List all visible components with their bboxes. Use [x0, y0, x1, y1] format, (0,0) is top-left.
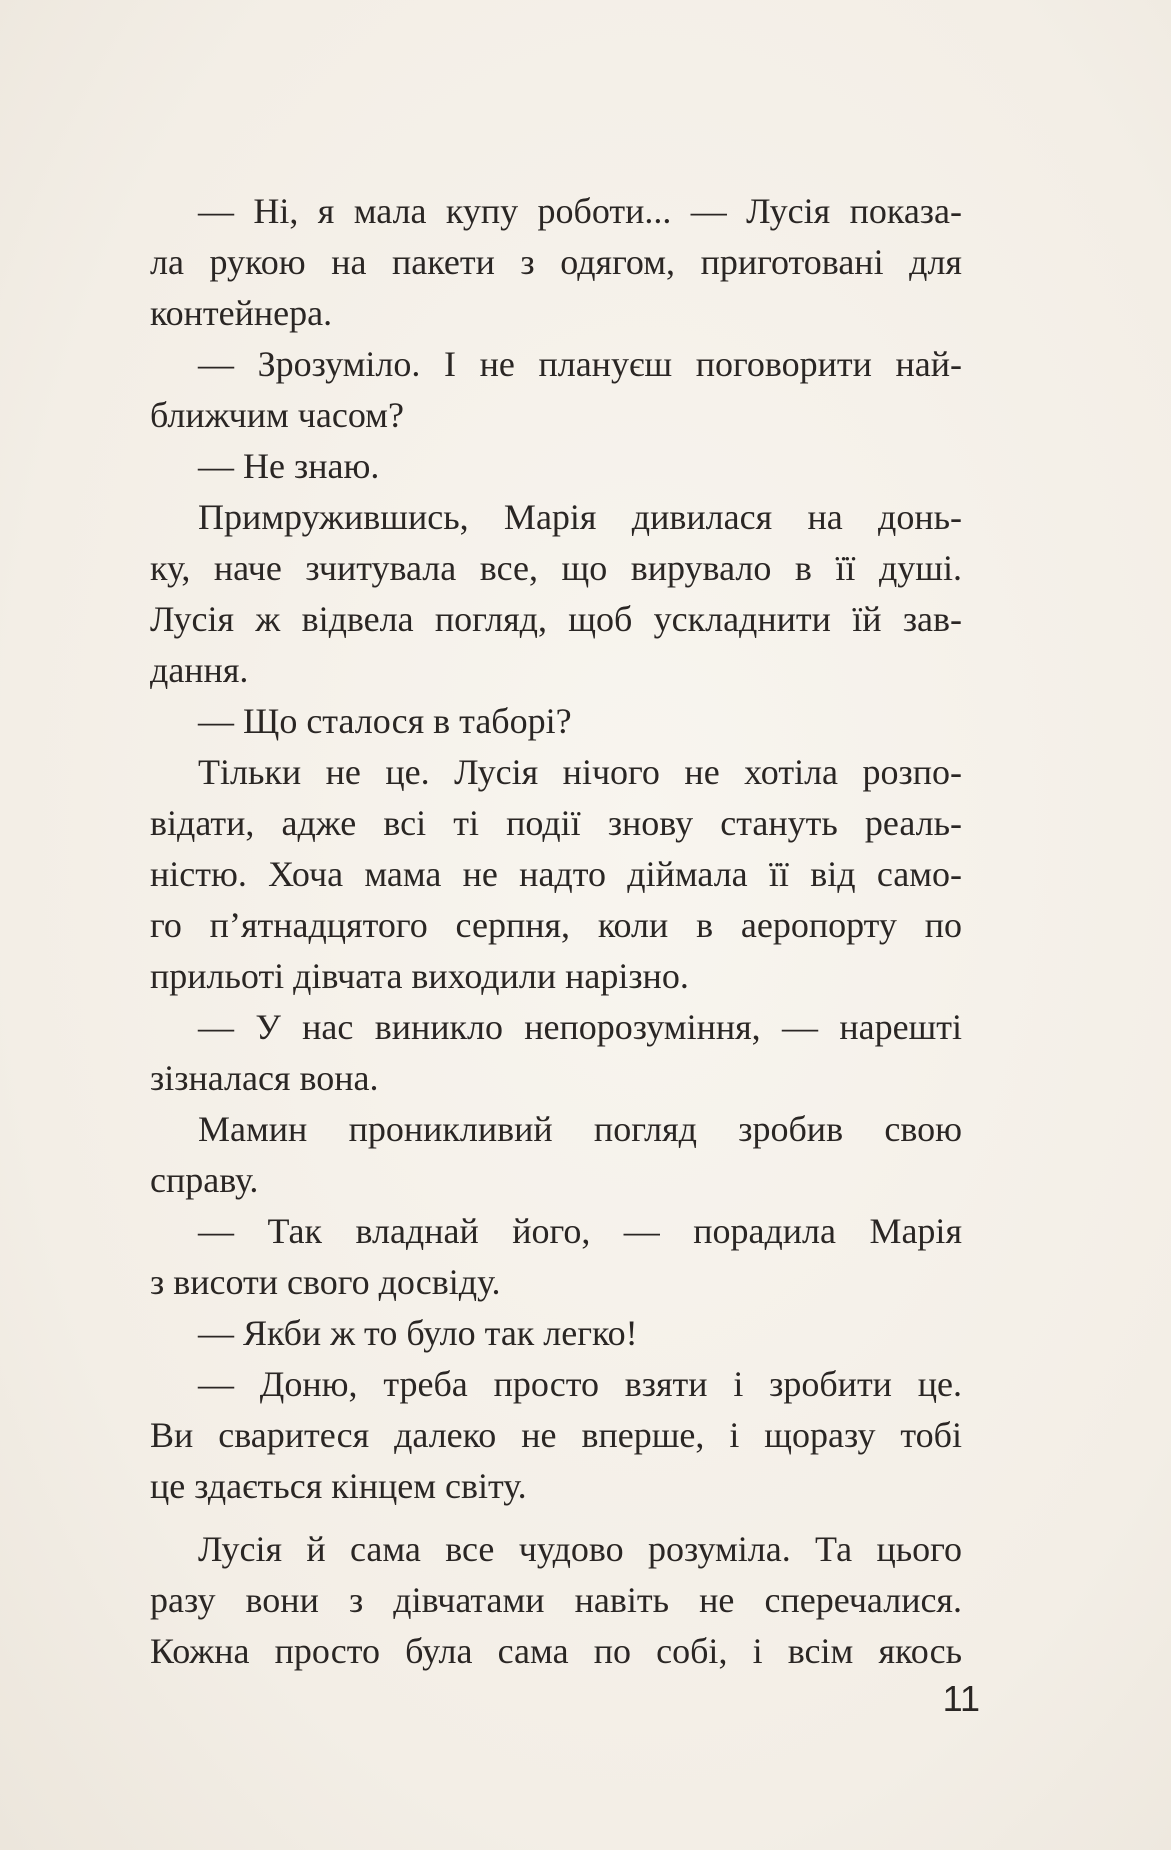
text-line: — Що сталося в таборі?	[198, 701, 572, 741]
page-number: 11	[942, 1678, 980, 1719]
text-line: Кожна просто була сама по собі, і всім якось	[150, 1631, 962, 1671]
text-line: — Якби ж то було так легко!	[198, 1313, 638, 1353]
text-line: зізналася вона.	[150, 1058, 379, 1098]
page-text	[150, 186, 962, 1677]
text-line: — Зрозуміло. І не плануєш поговорити най-	[198, 344, 962, 384]
text-line: — Так владнай його, — порадила Марія	[198, 1211, 962, 1251]
text-line: Мамин проникливий погляд зробив свою	[198, 1109, 962, 1149]
text-line: дання.	[150, 650, 249, 690]
text-line: з висоти свого досвіду.	[150, 1262, 501, 1302]
text-line: Тільки не це. Лусія нічого не хотіла розпо-	[198, 752, 962, 792]
text-line: ністю. Хоча мама не надто діймала її від само-	[150, 854, 962, 894]
text-line: Ви сваритеся далеко не вперше, і щоразу тобі	[150, 1415, 962, 1455]
text-line: справу.	[150, 1160, 259, 1200]
text-line: ла рукою на пакети з одягом, приготовані для	[150, 242, 962, 282]
text-line: — Ні, я мала купу роботи... — Лусія показа-	[198, 191, 962, 231]
text-line: контейнера.	[150, 293, 333, 333]
text-line: Лусія ж відвела погляд, щоб ускладнити їй зав-	[150, 599, 962, 639]
text-line: Лусія й сама все чудово розуміла. Та цього	[198, 1529, 962, 1569]
text-line: це здається кінцем світу.	[150, 1466, 527, 1506]
text-line: го п’ятнадцятого серпня, коли в аеропорту по	[150, 905, 962, 945]
text-line: прильоті дівчата виходили нарізно.	[150, 956, 689, 996]
text-line: — У нас виникло непорозуміння, — нарешті	[198, 1007, 962, 1047]
text-line: — Доню, треба просто взяти і зробити це.	[198, 1364, 962, 1404]
text-line: відати, адже всі ті події знову стануть реаль-	[150, 803, 962, 843]
text-line: — Не знаю.	[198, 446, 380, 486]
text-line: ку, наче зчитувала все, що вирувало в її душі.	[150, 548, 962, 588]
text-line: разу вони з дівчатами навіть не сперечалися.	[150, 1580, 962, 1620]
text-line: Примружившись, Марія дивилася на донь-	[198, 497, 962, 537]
text-line: ближчим часом?	[150, 395, 404, 435]
